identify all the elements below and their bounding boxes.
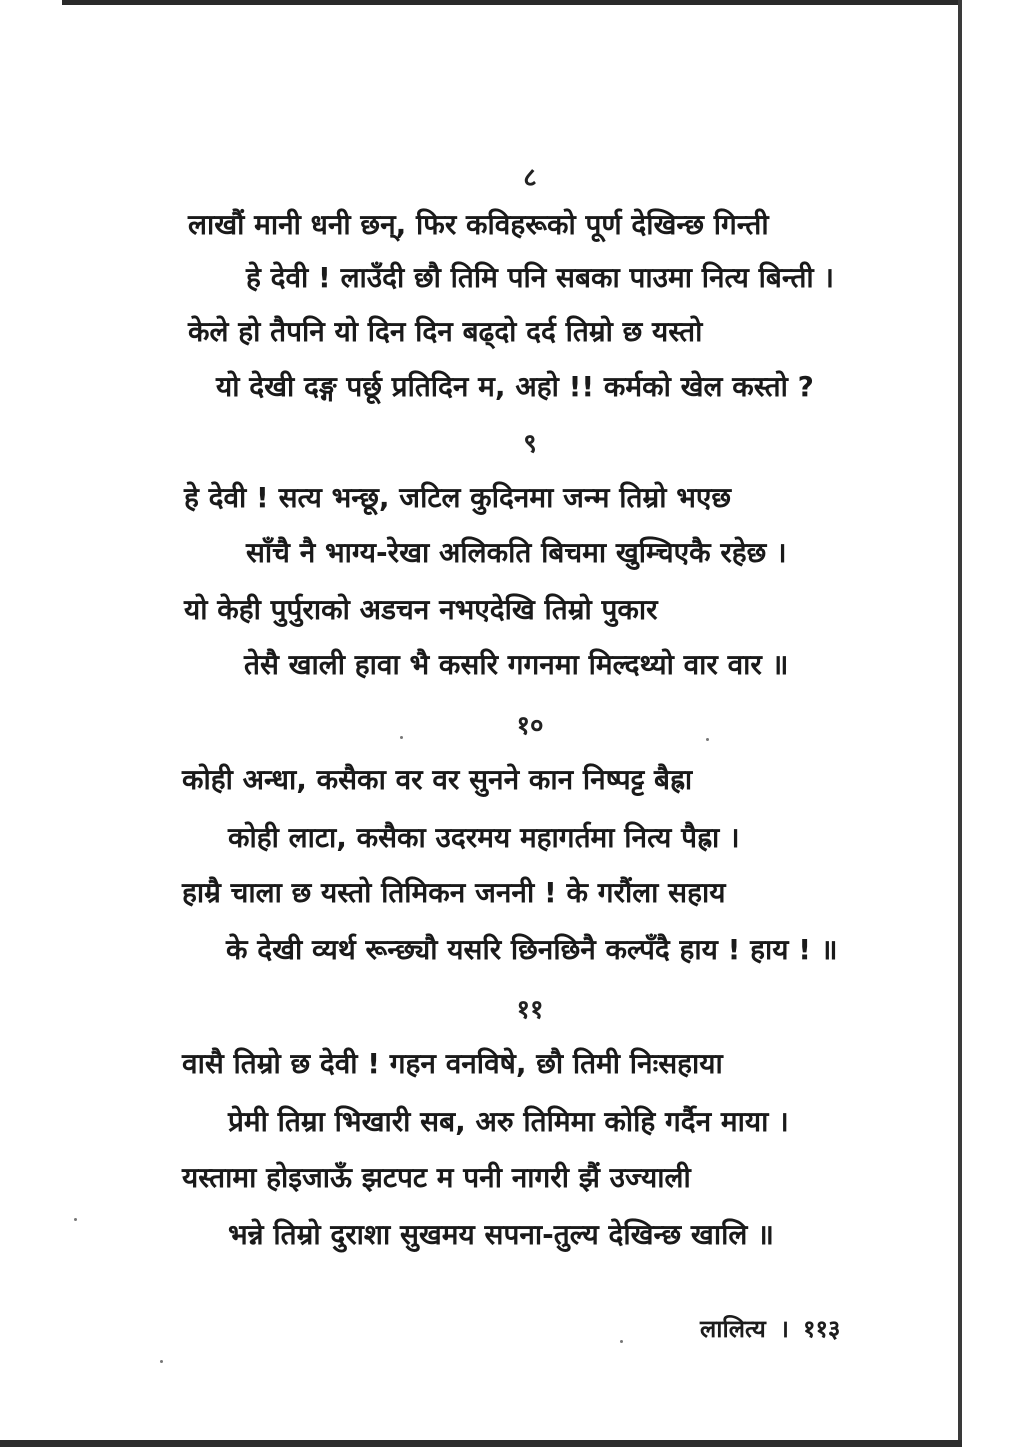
verse-line: हाम्रै चाला छ यस्तो तिमिकन जननी ! के गरौंला सहाय bbox=[182, 876, 726, 909]
stanza-number: ११ bbox=[516, 995, 544, 1025]
stanza-number: ८ bbox=[523, 163, 537, 193]
scan-speck bbox=[620, 1340, 623, 1343]
page-number: ११३ bbox=[802, 1315, 841, 1343]
page-bottom-edge bbox=[0, 1440, 962, 1447]
verse-line: कोही लाटा, कसैका उदरमय महागर्तमा नित्य पैह्रा । bbox=[228, 821, 740, 854]
verse-line: कोही अन्धा, कसैका वर वर सुनने कान निष्पट्ट बैह्रा bbox=[182, 763, 693, 796]
scan-speck bbox=[400, 736, 403, 739]
stanza-number: ९ bbox=[523, 429, 537, 459]
verse-line: केले हो तैपनि यो दिन दिन बढ्दो दर्द तिम्रो छ यस्तो bbox=[188, 315, 703, 348]
verse-line: साँचै नै भाग्य-रेखा अलिकति बिचमा खुम्चिएकै रहेछ । bbox=[246, 536, 787, 569]
verse-line: यो केही पुर्पुराको अडचन नभएदेखि तिम्रो पुकार bbox=[184, 593, 658, 626]
scan-speck bbox=[160, 1360, 163, 1363]
scan-speck bbox=[74, 1218, 77, 1221]
stanza-number: १० bbox=[516, 711, 544, 741]
verse-line: लाखौं मानी धनी छन्, फिर कविहरूको पूर्ण देखिन्छ गिन्ती bbox=[188, 208, 769, 241]
verse-line: यो देखी दङ्ग पर्छू प्रतिदिन म, अहो !! कर्मको खेल कस्तो ? bbox=[216, 370, 814, 403]
verse-line: भन्ने तिम्रो दुराशा सुखमय सपना-तुल्य देखिन्छ खालि ॥ bbox=[228, 1218, 774, 1251]
verse-line: वासै तिम्रो छ देवी ! गहन वनविषे, छौ तिमी निःसहाया bbox=[182, 1047, 723, 1080]
book-title: लालित्य bbox=[700, 1315, 766, 1343]
verse-line: तेसै खाली हावा भै कसरि गगनमा मिल्दथ्यो वार वार ॥ bbox=[244, 648, 789, 681]
scan-speck bbox=[706, 738, 709, 741]
verse-line: प्रेमी तिम्रा भिखारी सब, अरु तिमिमा कोहि गर्दैन माया । bbox=[228, 1105, 789, 1138]
verse-line: यस्तामा होइजाऊँ झटपट म पनी नागरी झैं उज्याली bbox=[182, 1161, 691, 1194]
page-top-edge bbox=[62, 0, 960, 5]
verse-line: के देखी व्यर्थ रून्छ्यौ यसरि छिनछिनै कल्पँदै हाय ! हाय ! ॥ bbox=[226, 933, 838, 966]
page-footer bbox=[700, 1312, 840, 1345]
verse-line: हे देवी ! लाउँदी छौ तिमि पनि सबका पाउमा नित्य बिन्ती । bbox=[246, 261, 835, 294]
footer-separator: । bbox=[779, 1315, 789, 1343]
verse-line: हे देवी ! सत्य भन्छू, जटिल कुदिनमा जन्म तिम्रो भएछ bbox=[184, 481, 732, 514]
